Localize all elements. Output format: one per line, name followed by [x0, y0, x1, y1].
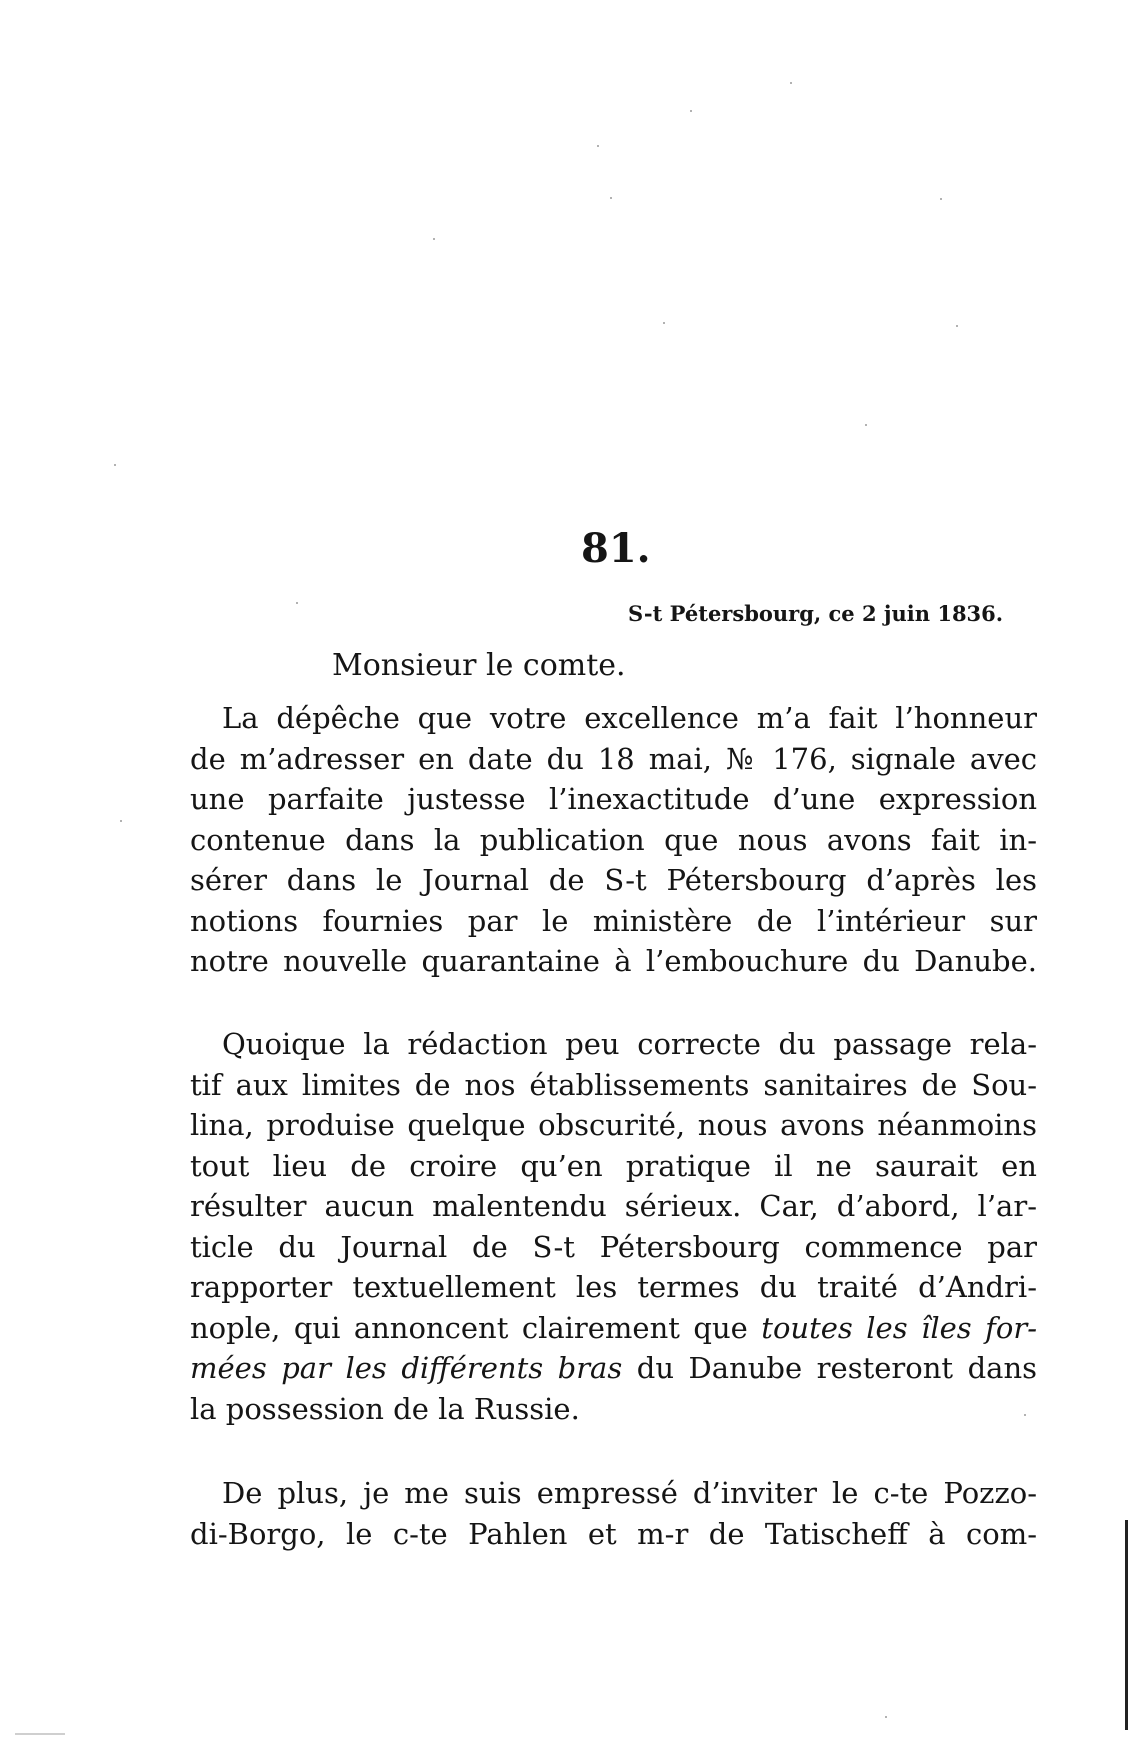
- text-line: une parfaite justesse l’inexactitude d’une expression: [190, 782, 1037, 816]
- text-segment: du Danube resteront dans: [636, 1351, 1037, 1385]
- text-line: notre nouvelle quarantaine à l’embouchure du Danube.: [190, 944, 1037, 978]
- scan-speck: [790, 82, 792, 84]
- scan-speck: [885, 1716, 887, 1718]
- text-line: tout lieu de croire qu’en pratique il ne saurait en: [190, 1148, 1037, 1183]
- dateline: S-t Pétersbourg, ce 2 juin 1836.: [628, 601, 1004, 626]
- text-line: ticle du Journal de S-t Pétersbourg commence par: [190, 1229, 1037, 1264]
- scan-speck: [1024, 1414, 1026, 1416]
- text-line: La dépêche que votre excellence m’a fait l’honneur: [222, 701, 1037, 735]
- scan-speck: [956, 325, 958, 327]
- scan-speck: [114, 464, 116, 466]
- text-line: de m’adresser en date du 18 mai, № 176, signale avec: [190, 741, 1037, 776]
- text-line: la possession de la Russie.: [190, 1391, 580, 1426]
- text-line: rapporter textuellement les termes du traité d’Andri-: [190, 1270, 1037, 1304]
- text-line: tif aux limites de nos établissements sanitaires de Sou-: [190, 1067, 1037, 1102]
- italic-segment: toutes les îles for-: [761, 1310, 1037, 1345]
- scan-speck: [663, 322, 665, 324]
- scan-edge-line: [1125, 1520, 1128, 1730]
- salutation: Monsieur le comte.: [332, 648, 626, 683]
- text-line-mixed: [190, 1348, 1037, 1389]
- text-line-mixed: [190, 1308, 1037, 1349]
- italic-segment: mées par les différents bras: [190, 1351, 623, 1385]
- paragraph-2: [190, 1024, 1037, 1429]
- scan-speck: [433, 238, 435, 240]
- text-line: notions fournies par le ministère de l’intérieur sur: [190, 903, 1037, 938]
- text-line: di-Borgo, le c-te Pahlen et m-r de Tatischeff à com-: [190, 1516, 1037, 1551]
- document-number: 81.: [581, 525, 651, 572]
- scan-edge-mark: [15, 1733, 65, 1735]
- text-line: sérer dans le Journal de S-t Pétersbourg d’après les: [190, 863, 1037, 897]
- text-line: résulter aucun malentendu sérieux. Car, d’abord, l’ar-: [190, 1189, 1037, 1223]
- text-line: lina, produise quelque obscurité, nous avons néanmoins: [190, 1108, 1037, 1142]
- paragraph-3: [190, 1473, 1037, 1554]
- text-line: contenue dans la publication que nous avons fait in-: [190, 822, 1037, 857]
- paragraph-1: [190, 698, 1037, 982]
- text-line: De plus, je me suis empressé d’inviter le c-te Pozzo-: [222, 1476, 1037, 1510]
- text-segment: nople, qui annoncent clairement que: [190, 1310, 748, 1345]
- text-line: Quoique la rédaction peu correcte du passage rela-: [222, 1027, 1037, 1061]
- scan-speck: [597, 145, 599, 147]
- scan-speck: [690, 110, 692, 112]
- scan-speck: [940, 198, 942, 200]
- scan-speck: [296, 602, 298, 604]
- scan-speck: [120, 820, 122, 822]
- scan-speck: [610, 197, 612, 199]
- scan-speck: [865, 424, 867, 426]
